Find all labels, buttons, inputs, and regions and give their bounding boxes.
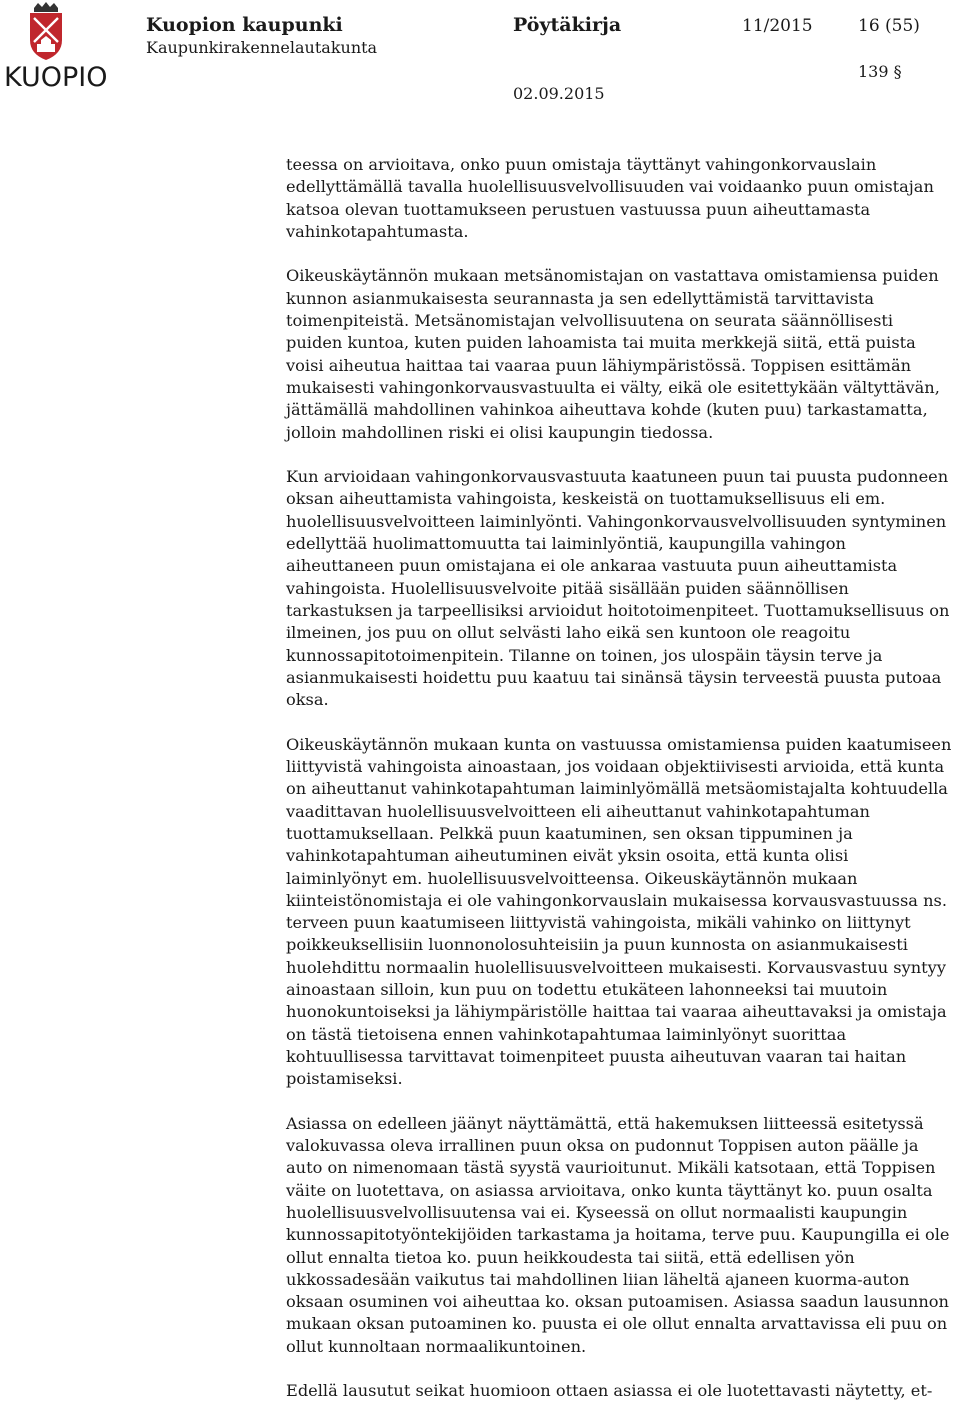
paragraph: Oikeuskäytännön mukaan kunta on vastuussa omistamiensa puiden kaatumiseen liittyvistä vahingoista ainoastaan, jos voidaan objektiivisesti arvioida, että kunta on aiheuttanut vahinkotapahtuman laiminlyömällä metsäomistajalta kohtuudella vaadittavan huolellisuusvelvoitteen eli aiheuttanut vahinkotapahtuman tuottamuksellaan. Pelkkä puun kaatuminen, sen oksan tippuminen ja vahinkotapahtuman aiheutuminen eivät yksin osoita, että kunta olisi laiminlyönyt em. huolellisuusvelvoitteensa. Oikeuskäytännön mukaan kiinteistönomistaja ei ole vahingonkorvauslain mukaisessa korvausvastuussa ns. terveen puun kaatumiseen liittyvistä vahingoista, mikäli vahinko on liittynyt poikkeuksellisiin luonnonolosuhteisiin ja puun kunnosta on asianmukaisesti huolehdittu normaalin huolellisuusvelvoitteen mukaisesti. Korvausvastuu syntyy ainoastaan silloin, kun puu on todettu etukäteen lahonneeksi tai muutoin huonokuntoiseksi ja lähiympäristölle haittaa tai vaaraa aiheuttavaksi ja omistaja on tästä tietoisena ennen vahinkotapahtumaa laiminlyönyt suorittaa kohtuullisessa tarvittavat toimenpiteet puusta aiheutuvan vaaran tai haitan poistamiseksi. — [286, 734, 952, 1089]
organization-name: Kuopion kaupunki — [146, 14, 343, 36]
paragraph: Asiassa on edelleen jäänyt näyttämättä, että hakemuksen liitteessä esitetyssä valokuvassa oleva irrallinen puun oksa on pudonnut Toppisen auton päälle ja auto on nimenomaan tästä syystä vaurioitunut. Mikäli katsotaan, että Toppisen väite on luotettava, on asiassa arvioitava, onko kunta täyttänyt ko. puun osalta huolellisuusvelvollisuutensa vai ei. Kyseessä on ollut normaalisti kaupungin kunnossapitotyöntekijöiden tarkastama ja hoitama, terve puu. Kaupungilla ei ole ollut ennalta tietoa ko. puun heikkoudesta tai siitä, että edellisen yön ukkossadesään vaikutus tai mahdollinen liian läheltä ajaneen kuorma-auton oksaan osuminen voi aiheuttaa ko. oksan putoamisen. Asiassa saadun lausunnon mukaan oksan putoaminen ko. puusta ei ole ollut ennalta arvattavissa eli puu on ollut kunnoltaan normaalikuntoinen. — [286, 1113, 950, 1356]
crown-icon — [34, 2, 58, 12]
document-body — [286, 154, 952, 1425]
paragraph: Kun arvioidaan vahingonkorvausvastuuta kaatuneen puun tai puusta pudonneen oksan aiheuttamista vahingoista, keskeistä on tuottamuksellisuus eli em. huolellisuusvelvoitteen laiminlyönti. Vahingonkorvausvelvollisuuden syntyminen edellyttää huolimattomuutta tai laiminlyöntiä, kaupungilla vahingon aiheuttaneen puun omistajana ei ole ankaraa vastuuta puun aiheuttamista vahingoista. Huolellisuusvelvoite pitää sisällään puiden säännöllisen tarkastuksen ja tarpeellisiksi arvioidut hoitotoimenpiteet. Tuottamuksellisuus on ilmeinen, jos puu on ollut selvästi laho eikä sen kuntoon ole reagoitu kunnossapitotoimenpitein. Tilanne on toinen, jos ulospäin täysin terve ja asianmukaisesti hoidettu puu kaatuu tai sinänsä täysin terveestä puusta putoaa oksa. — [286, 467, 950, 710]
paragraph: Oikeuskäytännön mukaan metsänomistajan on vastattava omistamiensa puiden kunnon asianmukaisesta seurannasta ja sen edellyttämistä tarvittavista toimenpiteistä. Metsänomistajan velvollisuutena on seurata säännöllisesti puiden kuntoa, kuten puiden lahoamista tai muita merkkejä siitä, että puista voisi aiheutua haittaa tai vaaraa puun lähiympäristössä. Toppisen esittämän mukaisesti vahingonkorvausvastuulta ei välty, eikä ole esitettykään vältyttävän, jättämällä mahdollinen vahinkoa aiheuttava kohde (kuten puu) tarkastamatta, jolloin mahdollinen riski ei olisi kaupungin tiedossa. — [286, 266, 940, 442]
logo-wordmark: KUOPIO — [4, 62, 108, 93]
section-number: 139 § — [858, 62, 902, 81]
document-type: Pöytäkirja — [513, 14, 622, 36]
issue-number: 11/2015 — [742, 16, 813, 36]
page-count: 16 (55) — [858, 16, 920, 36]
department-name: Kaupunkirakennelautakunta — [146, 38, 378, 57]
paragraph: Edellä lausutut seikat huomioon ottaen asiassa ei ole luotettavasti näytetty, et- — [286, 1381, 933, 1401]
paragraph: teessa on arvioitava, onko puun omistaja täyttänyt vahingonkorvauslain edellyttämällä tavalla huolellisuusvelvollisuuden vai voidaanko puun omistajan katsoa olevan tuottamukseen perustuen vastuussa puun aiheuttamasta vahinkotapahtumasta. — [286, 155, 934, 241]
meeting-date: 02.09.2015 — [513, 84, 605, 103]
